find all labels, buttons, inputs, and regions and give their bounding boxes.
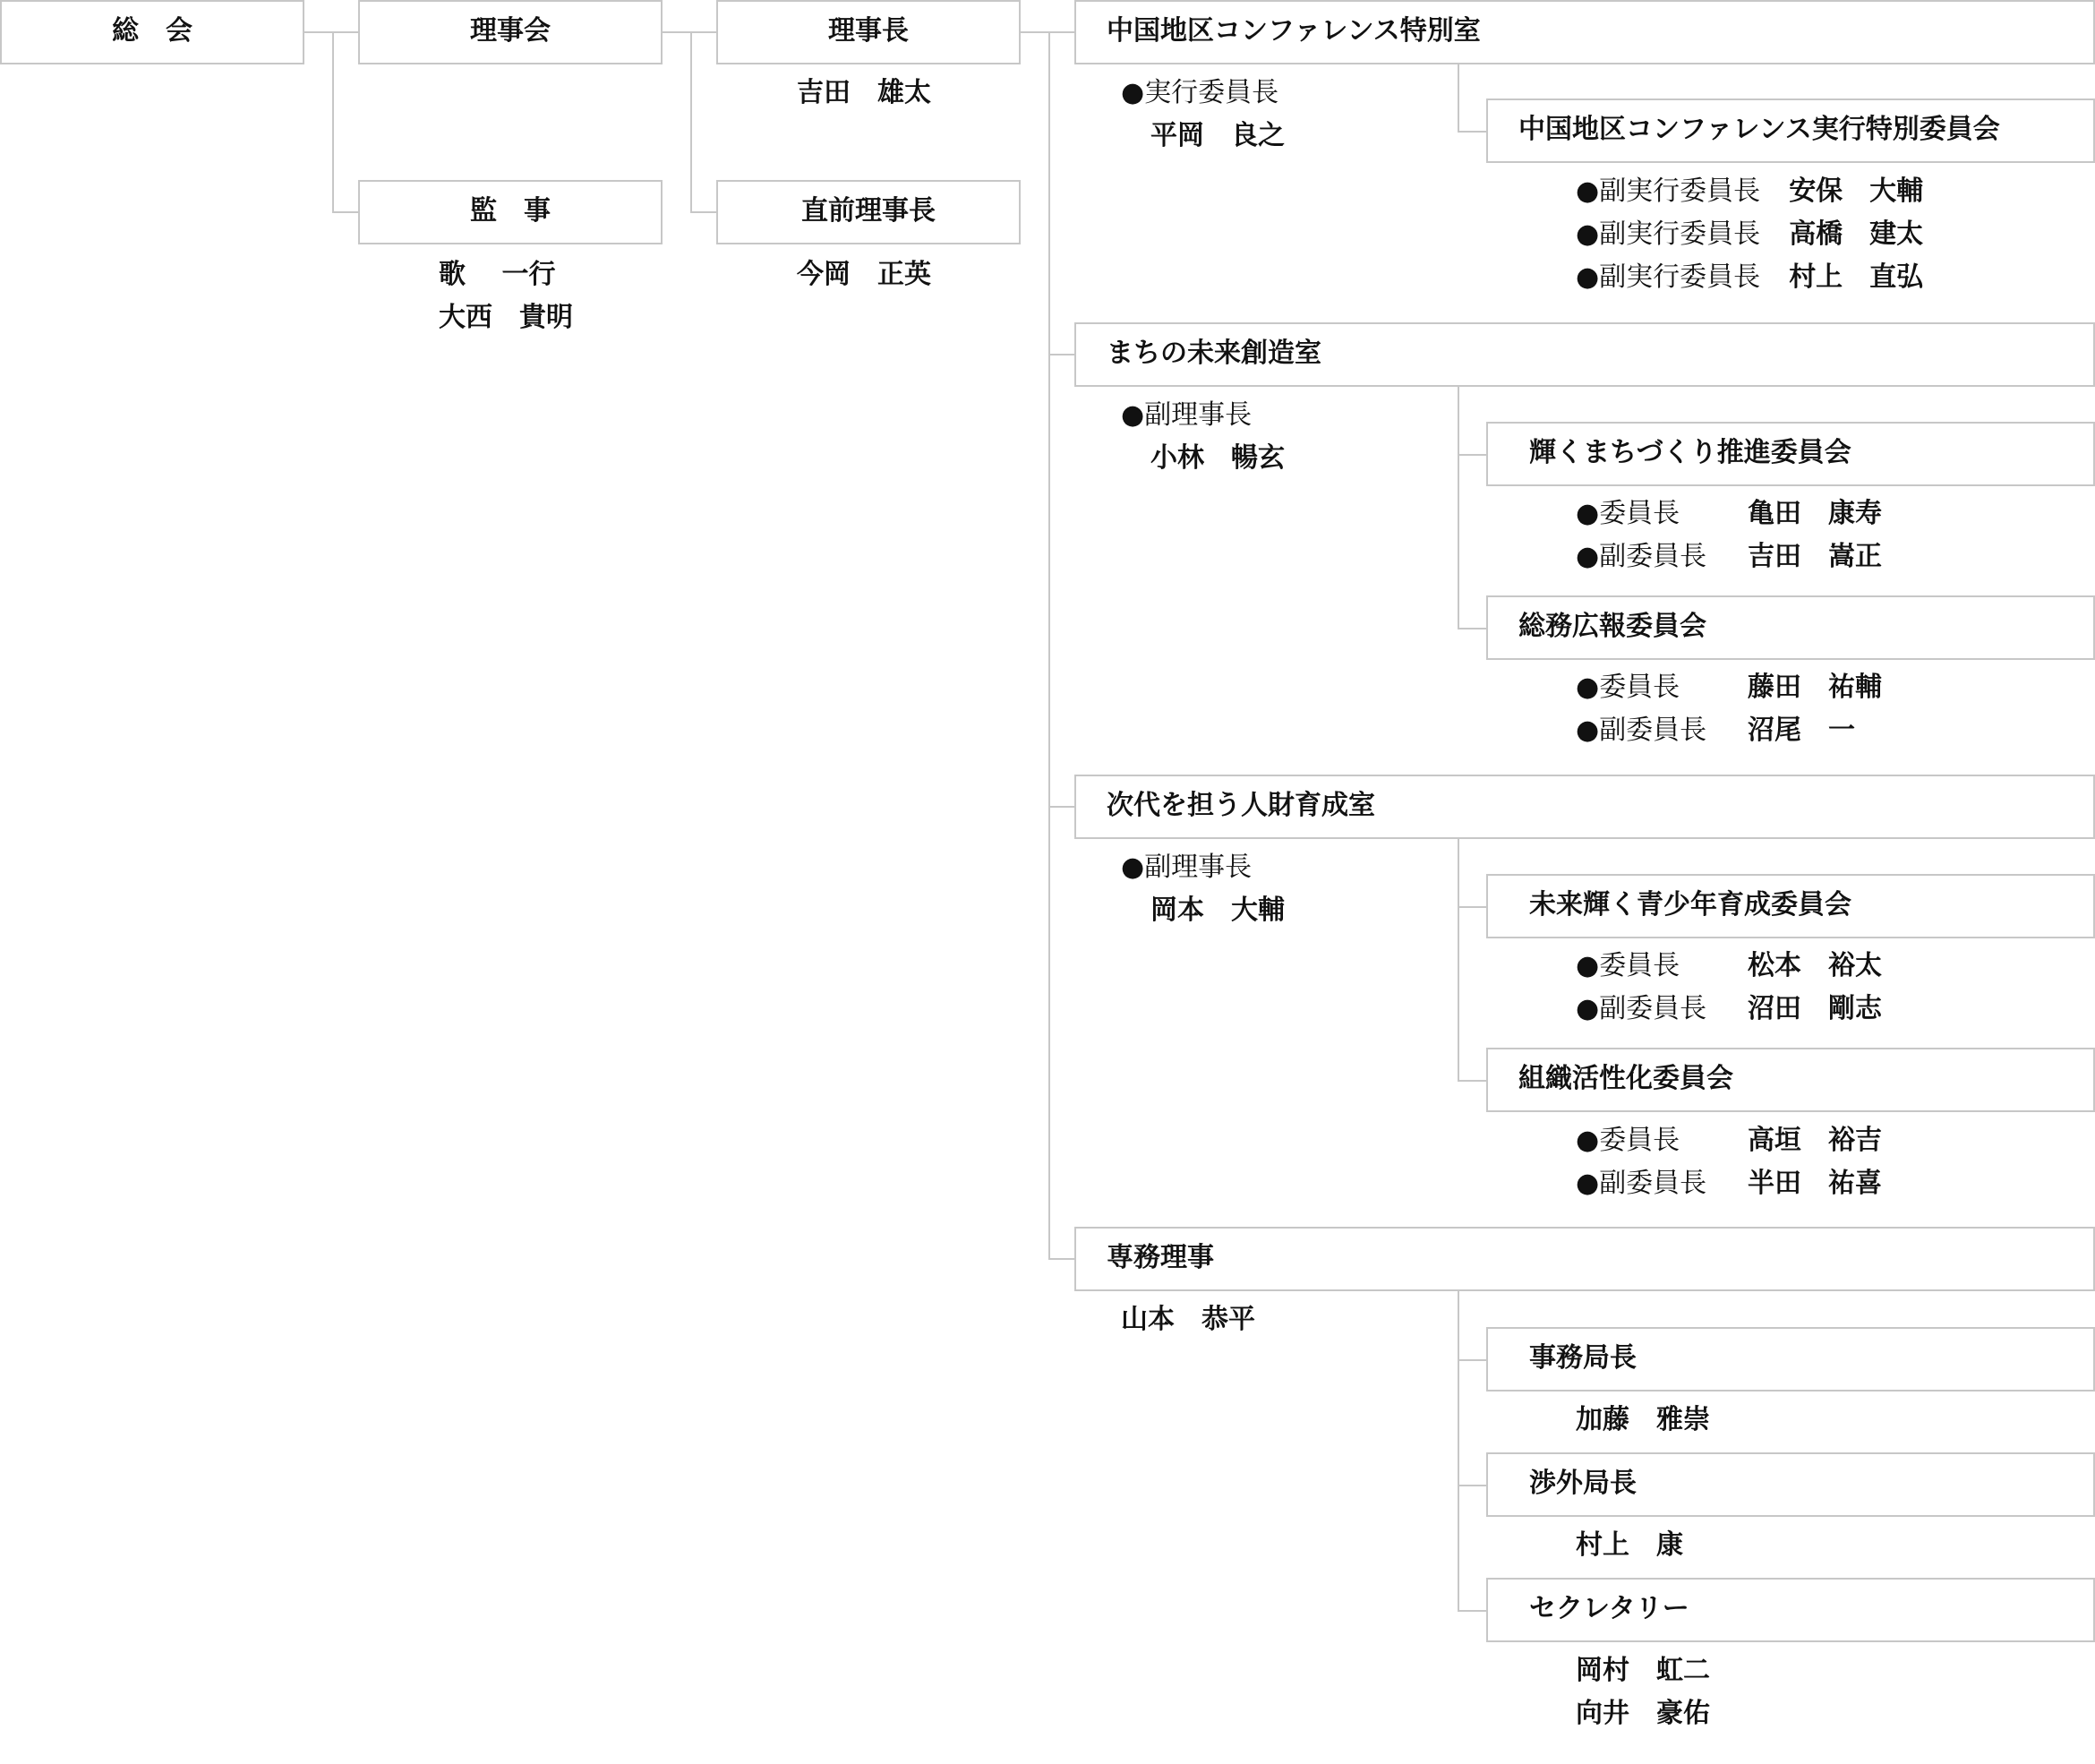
member-row bbox=[1576, 213, 1923, 256]
general-meeting-label: 総 会 bbox=[112, 15, 192, 47]
auditor-name: 歌 一行 bbox=[439, 259, 556, 290]
connector-line bbox=[1458, 454, 1486, 456]
machi-office-title: まちの未来創造室 bbox=[1107, 338, 1321, 369]
role-label: 副実行委員長 bbox=[1599, 261, 1761, 293]
member-row bbox=[1576, 256, 1923, 299]
member-name: 吉田 嵩正 bbox=[1748, 541, 1882, 572]
member-name: 藤田 祐輔 bbox=[1748, 672, 1882, 703]
role-label: 副委員長 bbox=[1599, 1168, 1707, 1199]
member-name: 安保 大輔 bbox=[1789, 176, 1924, 207]
post-title: セクレタリー bbox=[1529, 1593, 1689, 1624]
connector-line bbox=[1458, 628, 1486, 629]
past-president-name: 今岡 正英 bbox=[797, 259, 931, 290]
connector-line bbox=[690, 211, 718, 213]
role-label: 副実行委員長 bbox=[1599, 176, 1761, 207]
connector-line bbox=[332, 211, 360, 213]
chugoku-committee-box bbox=[1486, 98, 2095, 163]
auditor-label: 監 事 bbox=[470, 195, 551, 227]
connector-line bbox=[1458, 63, 1459, 132]
member-row bbox=[1576, 988, 1882, 1031]
connector-line bbox=[1458, 1291, 1459, 1611]
role-label: 副委員長 bbox=[1599, 993, 1707, 1024]
chugoku-committee-title: 中国地区コンファレンス実行特別委員会 bbox=[1518, 114, 2000, 145]
member-row bbox=[1576, 1119, 1882, 1162]
committee-title: 輝くまちづくり推進委員会 bbox=[1529, 437, 1851, 468]
member-name: 半田 祐喜 bbox=[1748, 1168, 1882, 1199]
jinzai-office-head-name: 岡本 大輔 bbox=[1150, 895, 1285, 926]
connector-line bbox=[1458, 1610, 1486, 1612]
jinzai-office-box bbox=[1074, 775, 2095, 839]
member-name: 沼田 剛志 bbox=[1748, 993, 1882, 1024]
post-box bbox=[1486, 1452, 2095, 1517]
member-name: 高橋 建太 bbox=[1789, 218, 1924, 250]
president-box bbox=[716, 0, 1021, 64]
member-name: 亀田 康寿 bbox=[1748, 498, 1882, 529]
jinzai-office-title: 次代を担う人財育成室 bbox=[1107, 790, 1375, 821]
member-name: 松本 裕太 bbox=[1748, 950, 1882, 981]
post-title: 渉外局長 bbox=[1529, 1468, 1637, 1499]
machi-office-box bbox=[1074, 322, 2095, 387]
past-president-box bbox=[716, 180, 1021, 244]
member-row bbox=[1576, 945, 1882, 988]
president-name: 吉田 雄太 bbox=[797, 77, 931, 108]
post-holder-name: 向井 豪佑 bbox=[1576, 1698, 1710, 1729]
connector-line bbox=[1458, 131, 1486, 133]
board-box bbox=[358, 0, 663, 64]
connector-line bbox=[1458, 1080, 1486, 1082]
post-holder-name: 村上 康 bbox=[1576, 1529, 1683, 1561]
connector-line bbox=[690, 31, 692, 212]
machi-office-head-name: 小林 暢玄 bbox=[1150, 442, 1285, 474]
post-title: 事務局長 bbox=[1529, 1342, 1637, 1374]
auditor-box bbox=[358, 180, 663, 244]
role-label: 副委員長 bbox=[1599, 715, 1707, 746]
post-box bbox=[1486, 1327, 2095, 1392]
role-label: 委員長 bbox=[1599, 498, 1680, 529]
member-name: 村上 直弘 bbox=[1789, 261, 1924, 293]
committee-box bbox=[1486, 422, 2095, 486]
past-president-label: 直前理事長 bbox=[801, 195, 936, 227]
role-label: 副実行委員長 bbox=[1599, 218, 1761, 250]
connector-line bbox=[1048, 806, 1076, 808]
role-label: 委員長 bbox=[1599, 950, 1680, 981]
committee-box bbox=[1486, 595, 2095, 660]
executive-director-box bbox=[1074, 1227, 2095, 1291]
post-box bbox=[1486, 1578, 2095, 1642]
member-name: 高垣 裕吉 bbox=[1748, 1125, 1882, 1156]
role-label: 実行委員長 bbox=[1144, 77, 1279, 108]
post-holder-name: 加藤 雅崇 bbox=[1576, 1404, 1710, 1435]
role-label: 委員長 bbox=[1599, 672, 1680, 703]
member-row bbox=[1576, 492, 1882, 535]
committee-title: 未来輝く青少年育成委員会 bbox=[1529, 889, 1851, 921]
jinzai-office-role bbox=[1121, 846, 1252, 889]
role-label: 委員長 bbox=[1599, 1125, 1680, 1156]
connector-line bbox=[1458, 839, 1459, 1081]
member-row bbox=[1576, 1162, 1882, 1205]
member-row bbox=[1576, 535, 1882, 578]
president-label: 理事長 bbox=[828, 15, 909, 47]
board-label: 理事会 bbox=[470, 15, 551, 47]
executive-director-name: 山本 恭平 bbox=[1121, 1304, 1255, 1335]
member-row bbox=[1576, 709, 1855, 752]
member-row bbox=[1576, 666, 1882, 709]
chugoku-office-title: 中国地区コンファレンス特別室 bbox=[1107, 15, 1481, 47]
connector-line bbox=[1458, 387, 1459, 629]
connector-line bbox=[1048, 1258, 1076, 1260]
general-meeting-box bbox=[0, 0, 304, 64]
member-row bbox=[1576, 170, 1923, 213]
machi-office-role bbox=[1121, 394, 1252, 437]
committee-box bbox=[1486, 874, 2095, 938]
role-label: 副委員長 bbox=[1599, 541, 1707, 572]
connector-line bbox=[1458, 906, 1486, 908]
chugoku-office-role bbox=[1121, 72, 1278, 115]
executive-director-title: 専務理事 bbox=[1107, 1242, 1214, 1273]
role-label: 副理事長 bbox=[1144, 852, 1253, 883]
role-label: 副理事長 bbox=[1144, 399, 1253, 431]
committee-title: 総務広報委員会 bbox=[1518, 611, 1706, 642]
connector-line bbox=[1458, 1359, 1486, 1361]
committee-box bbox=[1486, 1048, 2095, 1112]
chugoku-office-box bbox=[1074, 0, 2095, 64]
member-name: 沼尾 一 bbox=[1748, 715, 1855, 746]
auditor-name: 大西 貴明 bbox=[439, 302, 573, 333]
connector-line bbox=[1458, 1485, 1486, 1486]
committee-title: 組織活性化委員会 bbox=[1518, 1063, 1733, 1094]
connector-line bbox=[332, 31, 334, 212]
chugoku-office-head-name: 平岡 良之 bbox=[1150, 120, 1285, 151]
connector-line bbox=[1048, 31, 1050, 1259]
post-holder-name: 岡村 虹二 bbox=[1576, 1655, 1710, 1686]
connector-line bbox=[1048, 354, 1076, 355]
